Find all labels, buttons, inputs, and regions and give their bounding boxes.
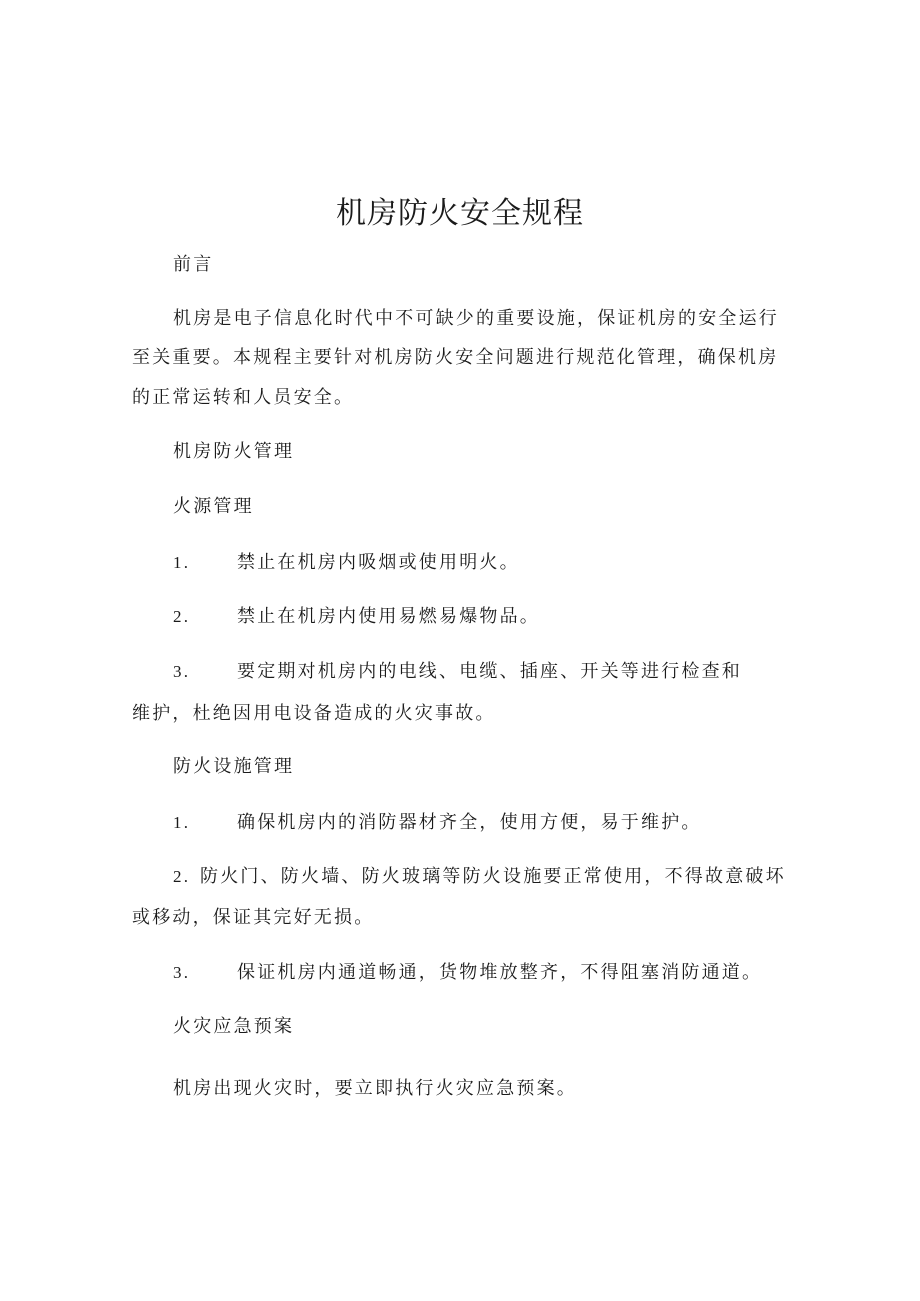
item-number: 2. xyxy=(173,867,191,886)
facilities-item-2-continued: 或移动，保证其完好无损。 xyxy=(132,907,375,928)
item-number: 2. xyxy=(173,607,191,626)
preface-line-1: 机房是电子信息化时代中不可缺少的重要设施，保证机房的安全运行 xyxy=(173,308,779,329)
facilities-heading: 防火设施管理 xyxy=(173,756,295,777)
item-text: 禁止在机房内使用易燃易爆物品。 xyxy=(237,606,540,627)
item-number: 1. xyxy=(173,813,191,832)
fire-source-item-1 xyxy=(132,549,833,577)
fire-source-item-2 xyxy=(132,603,833,631)
item-text: 保证机房内通道畅通，货物堆放整齐，不得阻塞消防通道。 xyxy=(237,962,763,983)
item-text: 要定期对机房内的电线、电缆、插座、开关等进行检查和 xyxy=(237,661,742,682)
item-text: 防火门、防火墙、防火玻璃等防火设施要正常使用，不得故意破坏 xyxy=(200,866,786,887)
section-heading: 机房防火管理 xyxy=(173,441,295,462)
emergency-text: 机房出现火灾时，要立即执行火灾应急预案。 xyxy=(173,1078,577,1099)
item-text: 确保机房内的消防器材齐全，使用方便，易于维护。 xyxy=(237,812,702,833)
facilities-item-1 xyxy=(132,809,833,837)
fire-source-item-3-continued: 维护，杜绝因用电设备造成的火灾事故。 xyxy=(132,703,496,724)
fire-source-heading: 火源管理 xyxy=(173,496,254,517)
item-number: 3. xyxy=(173,662,191,681)
item-number: 3. xyxy=(173,963,191,982)
fire-source-item-3 xyxy=(132,658,833,686)
preface-line-2: 至关重要。本规程主要针对机房防火安全问题进行规范化管理，确保机房 xyxy=(132,347,779,368)
item-text: 禁止在机房内吸烟或使用明火。 xyxy=(237,552,520,573)
item-number: 1. xyxy=(173,553,191,572)
preface-line-3: 的正常运转和人员安全。 xyxy=(132,387,355,408)
preface-heading: 前言 xyxy=(173,254,214,275)
facilities-item-3 xyxy=(132,959,833,987)
document-title: 机房防火安全规程 xyxy=(336,196,584,231)
facilities-item-2 xyxy=(132,863,833,891)
emergency-heading: 火灾应急预案 xyxy=(173,1016,295,1037)
